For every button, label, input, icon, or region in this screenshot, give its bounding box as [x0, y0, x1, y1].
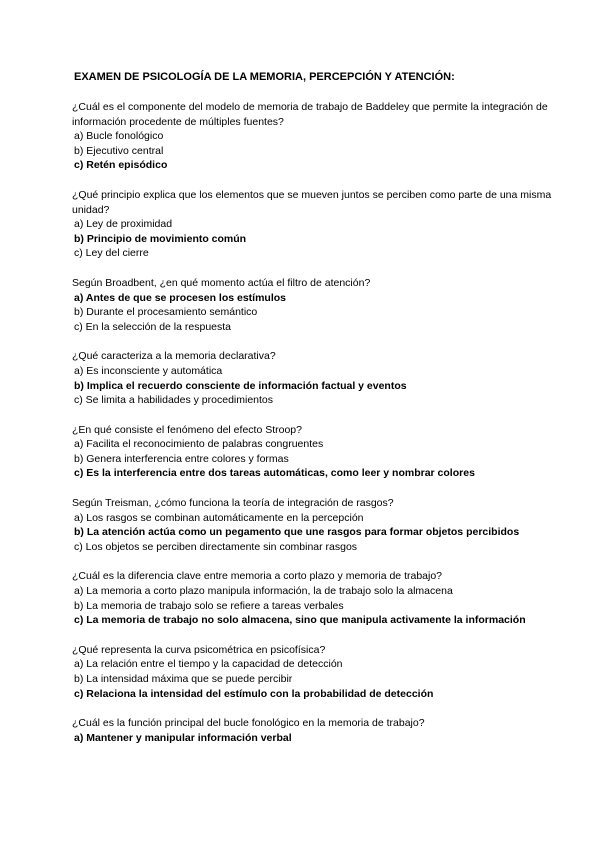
question-text: Según Treisman, ¿cómo funciona la teoría de integración de rasgos? [72, 497, 394, 510]
question-block-2 [72, 188, 560, 261]
question-text: ¿Cuál es la función principal del bucle fonológico en la memoria de trabajo? [72, 717, 425, 730]
answer-option-correct: b) Implica el recuerdo consciente de información factual y eventos [74, 379, 407, 392]
question-text: ¿Qué principio explica que los elementos que se mueven juntos se perciben como parte de una misma unidad? [72, 188, 552, 216]
answer-option-correct: c) Relaciona la intensidad del estímulo con la probabilidad de detección [74, 687, 434, 700]
question-block-1 [72, 100, 560, 173]
answer-option: b) La memoria de trabajo solo se refiere a tareas verbales [74, 599, 344, 612]
answer-option-correct: b) La atención actúa como un pegamento que une rasgos para formar objetos percibidos [74, 526, 520, 539]
answer-option: b) Ejecutivo central [74, 144, 164, 157]
question-text: ¿Cuál es el componente del modelo de memoria de trabajo de Baddeley que permite la integración de información procedente de múltiples fuentes? [72, 101, 548, 128]
answer-option-correct: a) Antes de que se procesen los estímulos [74, 291, 287, 304]
answer-option-correct: b) Principio de movimiento común [74, 232, 247, 245]
question-block-6 [72, 496, 560, 554]
question-block-9 [72, 716, 560, 745]
question-block-5 [72, 423, 560, 481]
question-text: ¿Cuál es la diferencia clave entre memoria a corto plazo y memoria de trabajo? [72, 570, 443, 583]
answer-option: a) Bucle fonológico [74, 130, 164, 143]
answer-option: a) La memoria a corto plazo manipula información, la de trabajo solo la almacena [74, 585, 453, 598]
answer-option: a) Es inconsciente y automática [74, 364, 223, 377]
answer-option: c) Ley del cierre [74, 247, 149, 260]
questions-list [72, 100, 560, 745]
question-block-3 [72, 276, 560, 334]
answer-option: b) La intensidad máxima que se puede percibir [74, 673, 293, 685]
answer-option: a) Ley de proximidad [74, 218, 173, 231]
question-text: ¿Qué representa la curva psicométrica en psicofísica? [72, 643, 326, 656]
answer-option: c) Se limita a habilidades y procedimientos [74, 394, 274, 407]
question-text: Según Broadbent, ¿en qué momento actúa el filtro de atención? [72, 276, 371, 289]
answer-option-correct: c) Retén episódico [74, 159, 168, 172]
answer-option: a) Facilita el reconocimiento de palabras congruentes [74, 438, 324, 451]
question-block-4 [72, 349, 560, 407]
answer-option: c) Los objetos se perciben directamente sin combinar rasgos [74, 540, 358, 553]
question-text: ¿En qué consiste el fenómeno del efecto Stroop? [72, 423, 302, 436]
question-block-8 [72, 643, 560, 701]
answer-option-correct: c) Es la interferencia entre dos tareas automáticas, como leer y nombrar colores [74, 467, 475, 480]
answer-option: c) En la selección de la respuesta [74, 320, 232, 333]
answer-option: b) Durante el procesamiento semántico [74, 306, 258, 319]
exam-title: EXAMEN DE PSICOLOGÍA DE LA MEMORIA, PERCEPCIÓN Y ATENCIÓN: [74, 71, 455, 83]
answer-option-correct: a) Mantener y manipular información verbal [74, 731, 292, 744]
question-block-7 [72, 569, 560, 627]
answer-option: a) La relación entre el tiempo y la capacidad de detección [74, 658, 343, 671]
answer-option: b) Genera interferencia entre colores y formas [74, 452, 289, 465]
answer-option: a) Los rasgos se combinan automáticamente en la percepción [74, 511, 364, 524]
answer-option-correct: c) La memoria de trabajo no solo almacena, sino que manipula activamente la información [74, 614, 526, 627]
question-text: ¿Qué caracteriza a la memoria declarativa? [72, 350, 276, 363]
